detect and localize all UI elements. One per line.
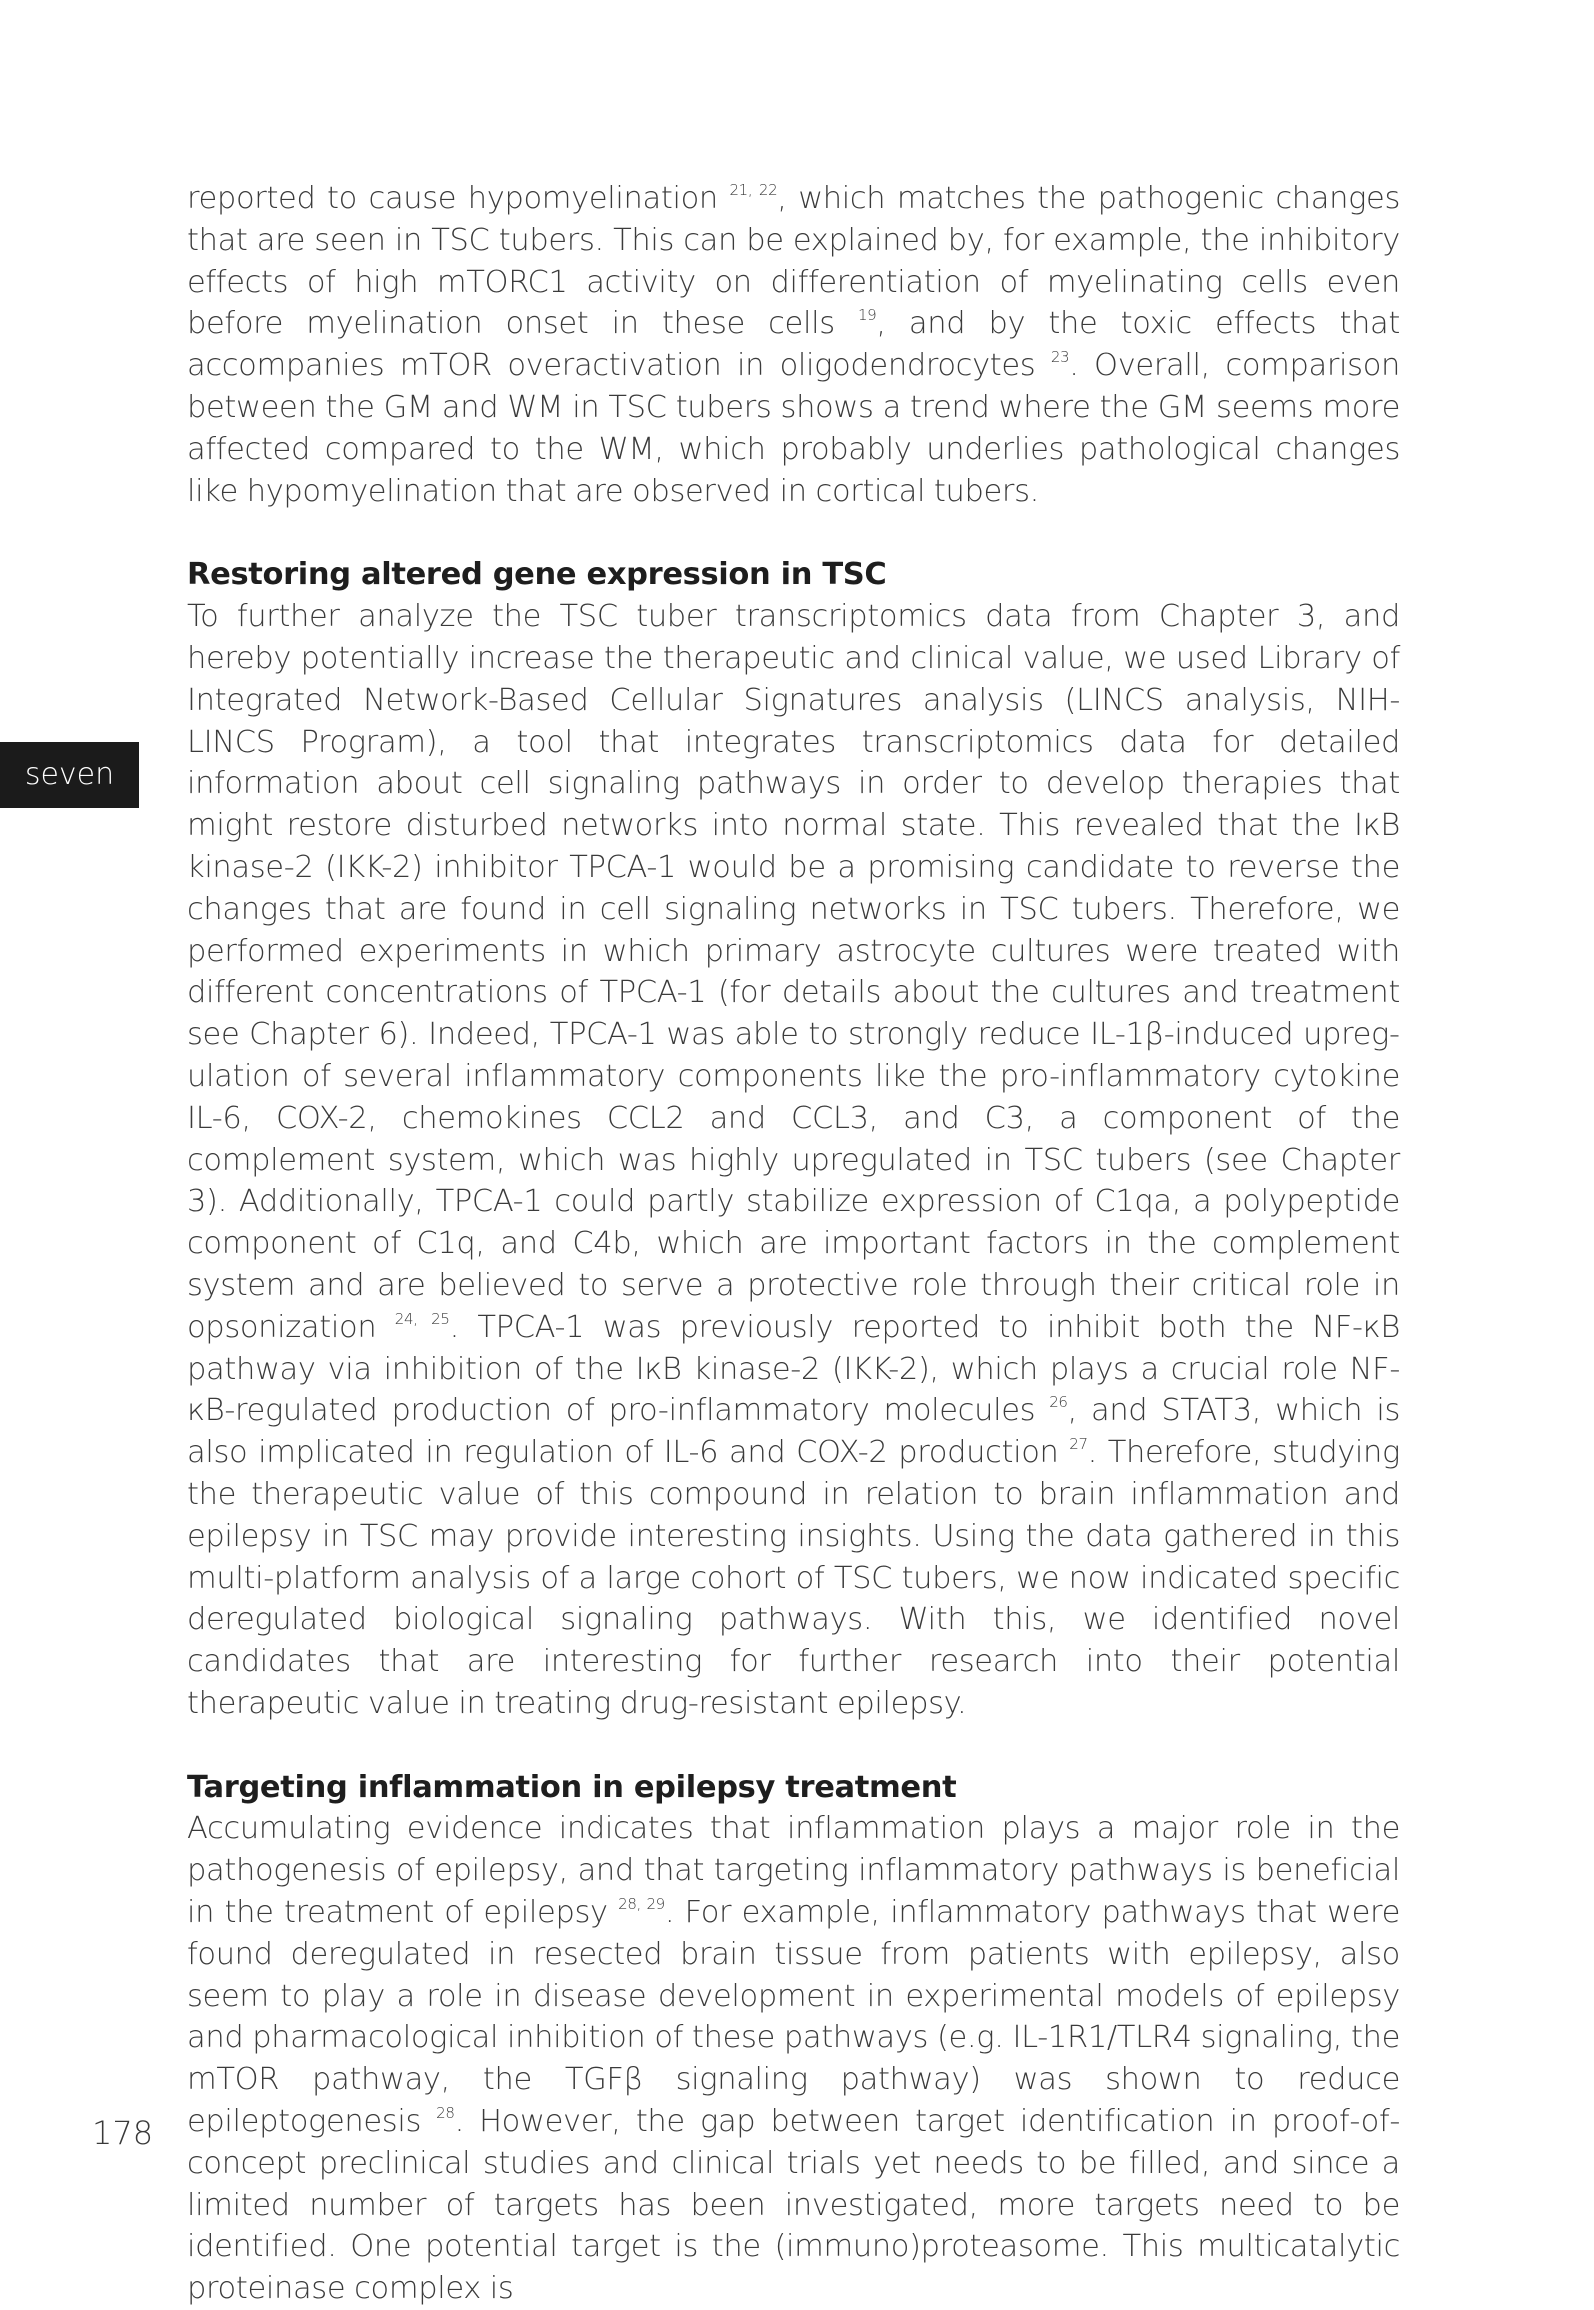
text-run: Accumulating evidence indicates that inflammation plays a major role in the pathogenesis of epilepsy, and that targeting inflammatory pathways is beneficial in the treatment of epilepsy	[187, 1811, 1400, 1931]
citation-superscript: 21, 22	[729, 180, 778, 199]
section-heading-targeting-inflammation: Targeting inflammation in epilepsy treatment	[187, 1769, 957, 1805]
section-gap	[187, 512, 1400, 554]
text-run: . TPCA-1 was previously reported to inhibit both the NF-κB pathway via inhibition of the IκB kinase-2 (IKK-2), which plays a crucial role NF-κB-regulated production of pro-inflammatory molecules	[187, 1309, 1400, 1429]
page-body	[187, 178, 1400, 2310]
paragraph-intro	[187, 178, 1400, 512]
section-gap	[187, 1725, 1400, 1767]
text-run: , which matches the pathogenic changes that are seen in TSC tubers. This can be explained by, for example, the inhibitory effects of high mTORC1 activity on differentiation of myelinating cells even before myelination onset in these cells	[187, 181, 1400, 342]
text-run: . Overall, comparison between the GM and WM in TSC tubers shows a trend where the GM seems more affected compared to the WM, which probably underlies pathological changes like hypomyelination that are observed in cortical tubers.	[187, 348, 1401, 509]
text-run: . Therefore, studying the therapeutic value of this compound in relation to brain inflammation and epilepsy in TSC may provide interesting insights. Using the data gathered in this multi-platform analysis of a large cohort of TSC tubers, we now indicated specific deregulated biological signaling pathways. With this, we identified novel candidates that are interesting for further research into their potential therapeutic value in treating drug-resistant epilepsy.	[187, 1435, 1400, 1721]
citation-superscript: 27	[1069, 1434, 1088, 1453]
citation-superscript: 19	[857, 306, 877, 325]
chapter-side-tab: seven	[0, 742, 139, 808]
page-number: 178	[92, 2114, 154, 2152]
paragraph-targeting-inflammation	[187, 1808, 1400, 2310]
text-run: , and by the toxic effects that accompanies mTOR overactivation in oligodendrocytes	[187, 306, 1400, 384]
text-run: , and STAT3, which is also implicated in regulation of IL-6 and COX-2 production	[187, 1393, 1400, 1471]
citation-superscript: 26	[1049, 1393, 1068, 1412]
citation-superscript: 23	[1050, 348, 1070, 367]
citation-superscript: 28	[436, 2103, 455, 2122]
paragraph-restoring-gene-expression	[187, 596, 1400, 1725]
text-run: To further analyze the TSC tuber transcriptomics data from Chapter 3, and hereby potentially increase the therapeutic and clinical value, we used Library of Integrated Network-Based Cellular Signatures analysis (LINCS analysis, NIH-LINCS Program), a tool that integrates transcriptomics data for detailed information about cell signaling pathways in order to develop therapies that might restore disturbed networks into normal state. This revealed that the IκB kinase-2 (IKK-2) inhibitor TPCA-1 would be a promising candidate to reverse the changes that are found in cell signaling networks in TSC tubers. Therefore, we performed experiments in which primary astrocyte cultures were treated with different concentrations of TPCA-1 (for details about the cultures and treatment see Chapter 6). Indeed, TPCA-1 was able to strongly reduce IL-1β-induced upregulation of several inflammatory components like the pro-inflammatory cytokine IL-6, COX-2, chemokines CCL2 and CCL3, and C3, a component of the complement system, which was highly upregulated in TSC tubers (see Chapter 3). Additionally, TPCA-1 could partly stabilize expression of C1qa, a polypeptide component of C1q, and C4b, which are important factors in the complement system and are believed to serve a protective role through their critical role in opsonization	[187, 599, 1400, 1345]
text-run: . However, the gap between target identification in proof-of-concept preclinical studies and clinical trials yet needs to be filled, and since a limited number of targets has been investigated, more targets need to be identified. One potential target is the (immuno)proteasome. This multicatalytic proteinase complex is	[187, 2104, 1400, 2307]
text-run: reported to cause hypomyelination	[187, 181, 730, 216]
citation-superscript: 24, 25	[394, 1309, 450, 1328]
text-run: . For example, inflammatory pathways that were found deregulated in resected brain tissue from patients with epilepsy, also seem to play a role in disease development in experimental models of epilepsy and pharmacological inhibition of these pathways (e.g. IL-1R1/TLR4 signaling, the mTOR pathway, the TGFβ signaling pathway) was shown to reduce epileptogenesis	[187, 1895, 1400, 2140]
section-heading-restoring-gene-expression: Restoring altered gene expression in TSC	[187, 557, 887, 593]
citation-superscript: 28, 29	[618, 1894, 665, 1913]
